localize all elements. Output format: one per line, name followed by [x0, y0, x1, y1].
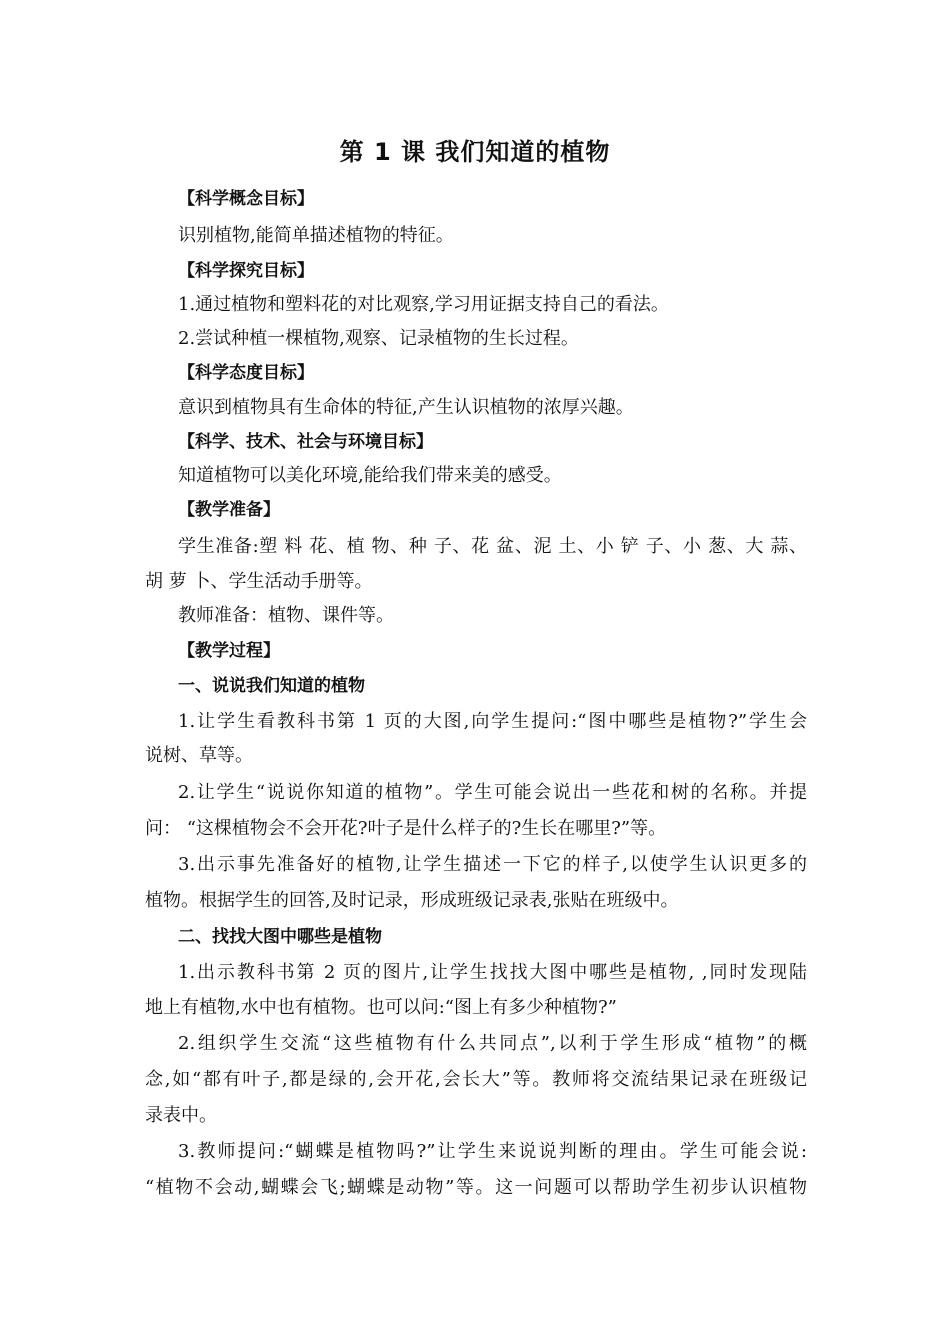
paragraph: 识别植物,能简单描述植物的特征。 — [178, 225, 454, 246]
paragraph: 问： “这棵植物会不会开花?叶子是什么样子的?生长在哪里?”等。 — [145, 818, 667, 839]
paragraph: 胡 萝 卜、学生活动手册等。 — [145, 571, 373, 592]
paragraph: 植物。根据学生的回答,及时记录，形成班级记录表,张贴在班级中。 — [145, 890, 679, 911]
paragraph: 3.教师提问:“蝴蝶是植物吗?”让学生来说说判断的理由。学生可能会说: — [178, 1141, 807, 1162]
section-heading-inquiry: 【科学探究目标】 — [178, 261, 314, 281]
subsection-heading: 二、找找大图中哪些是植物 — [178, 927, 382, 947]
paragraph: 3.出示事先准备好的植物,让学生描述一下它的样子,以使学生认识更多的 — [178, 854, 807, 875]
paragraph: 2.组织学生交流“这些植物有什么共同点”,以利于学生形成“植物”的概 — [178, 1033, 807, 1054]
paragraph: 说树、草等。 — [145, 745, 253, 766]
paragraph: 1.让学生看教科书第 1 页的大图,向学生提问:“图中哪些是植物?”学生会 — [178, 711, 807, 732]
paragraph: 意识到植物具有生命体的特征,产生认识植物的浓厚兴趣。 — [178, 397, 634, 418]
paragraph: 知道植物可以美化环境,能给我们带来美的感受。 — [178, 465, 562, 486]
page-title: 第 1 课 我们知道的植物 — [339, 138, 611, 166]
subsection-heading: 一、说说我们知道的植物 — [178, 676, 365, 696]
section-heading-prep: 【教学准备】 — [178, 500, 280, 520]
paragraph: 2.让学生“说说你知道的植物”。学生可能会说出一些花和树的名称。并提 — [178, 782, 807, 803]
paragraph: “植物不会动,蝴蝶会飞;蝴蝶是动物”等。这一问题可以帮助学生初步认识植物 — [145, 1177, 807, 1198]
section-heading-concept: 【科学概念目标】 — [178, 189, 314, 209]
paragraph: 教师准备：植物、课件等。 — [178, 605, 394, 626]
paragraph: 1.通过植物和塑料花的对比观察,学习用证据支持自己的看法。 — [178, 294, 669, 315]
paragraph: 录表中。 — [145, 1105, 217, 1126]
section-heading-stse: 【科学、技术、社会与环境目标】 — [178, 432, 433, 452]
paragraph: 地上有植物,水中也有植物。也可以问:“图上有多少种植物?” — [145, 997, 617, 1018]
paragraph: 学生准备:塑 料 花、植 物、种 子、花 盆、泥 土、小 铲 子、小 葱、大 蒜、 — [178, 536, 807, 557]
paragraph: 2.尝试种植一棵植物,观察、记录植物的生长过程。 — [178, 328, 579, 349]
section-heading-attitude: 【科学态度目标】 — [178, 363, 314, 383]
paragraph: 1.出示教科书第 2 页的图片,让学生找找大图中哪些是植物, ,同时发现陆 — [178, 962, 807, 983]
paragraph: 念,如“都有叶子,都是绿的,会开花,会长大”等。教师将交流结果记录在班级记 — [145, 1069, 807, 1090]
section-heading-process: 【教学过程】 — [178, 641, 280, 661]
